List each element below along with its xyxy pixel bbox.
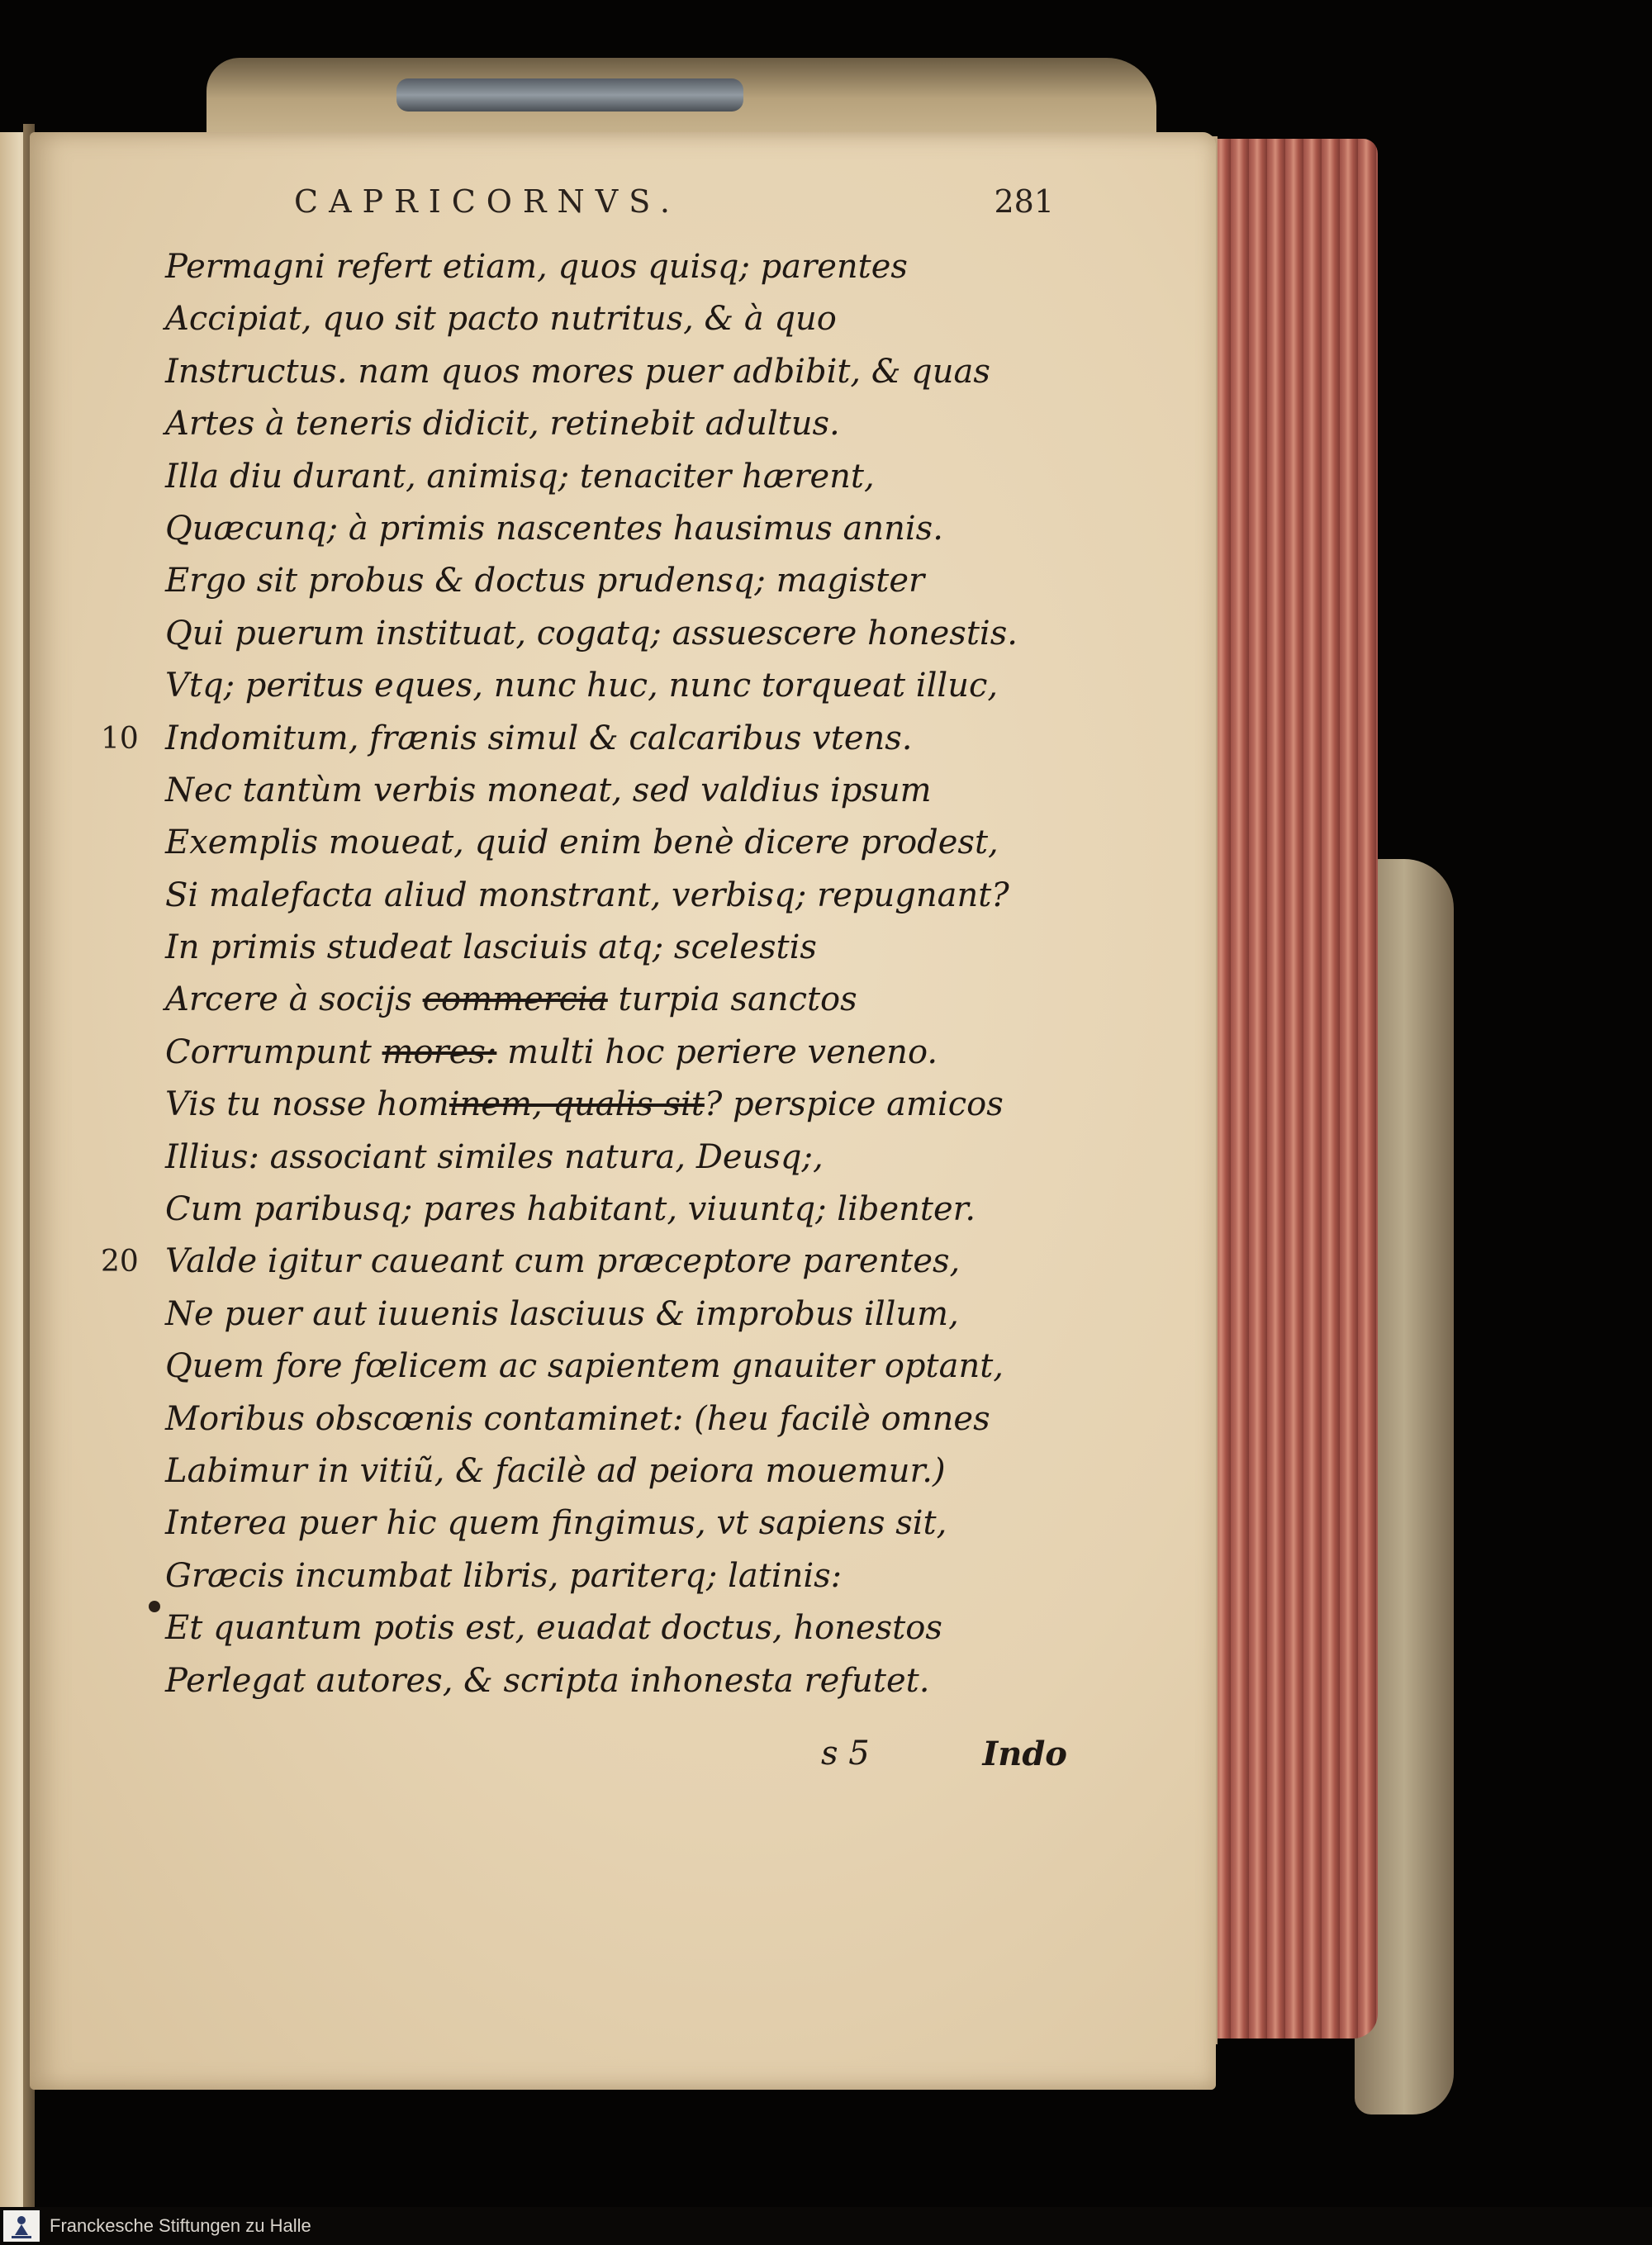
poem-line — [165, 451, 1090, 503]
red-page-edges — [1213, 139, 1378, 2039]
institution-logo-icon — [3, 2210, 40, 2242]
line-text: Instructus. nam quos mores puer adbibit, & quas — [165, 352, 990, 391]
line-text: Moribus obscœnis contaminet: (heu facilè omnes — [165, 1399, 990, 1438]
line-text: Quem fore fœlicem ac sapientem gnauiter optant, — [165, 1347, 1004, 1386]
line-text: Illius: associant similes natura, Deusq;, — [165, 1137, 824, 1176]
poem-line — [165, 1132, 1090, 1184]
poem-line — [165, 870, 1090, 922]
line-text: Accipiat, quo sit pacto nutritus, & à quo — [165, 300, 837, 339]
line-text-continued: turpia sanctos — [607, 980, 857, 1019]
poem-line — [101, 1236, 1090, 1288]
line-text: Qui puerum instituat, cogatq; assuescere honestis. — [165, 614, 1018, 653]
line-text: Ne puer aut iuuenis lasciuus & improbus illum, — [165, 1294, 959, 1333]
poem-line — [165, 555, 1090, 607]
footer-bar — [0, 2207, 1652, 2245]
poem-line — [165, 1550, 1090, 1602]
struck-text: inem, qualis sit — [449, 1085, 705, 1124]
line-text: Cum paribusq; pares habitant, viuuntq; libenter. — [165, 1190, 976, 1229]
signature-mark: s 5 — [821, 1735, 870, 1773]
page-number: 281 — [994, 183, 1054, 220]
poem-line — [165, 1602, 1090, 1654]
poem-line — [165, 660, 1090, 712]
poem-line — [165, 1289, 1090, 1341]
line-number: 20 — [101, 1245, 139, 1279]
poem-line — [165, 1341, 1090, 1393]
line-text: Permagni refert etiam, quos quisq; parentes — [165, 248, 908, 286]
line-text: Vis tu nosse hom — [165, 1085, 449, 1124]
line-text: Interea puer hic quem fingimus, vt sapiens sit, — [165, 1504, 947, 1543]
poem-line — [165, 608, 1090, 660]
poem-line — [165, 1393, 1090, 1445]
poem-line — [165, 765, 1090, 817]
running-head: CAPRICORNVS. — [294, 183, 681, 220]
poem-line — [165, 1655, 1090, 1707]
catchword-line — [809, 1735, 1074, 1784]
poem-line — [165, 922, 1090, 974]
catchword: Indo — [982, 1735, 1067, 1773]
struck-text: commercia — [422, 980, 608, 1019]
struck-text: mores: — [382, 1032, 497, 1071]
poem-line — [165, 817, 1090, 869]
line-number: 10 — [101, 721, 139, 756]
page-header — [294, 183, 1054, 225]
line-text: Ergo sit probus & doctus prudensq; magister — [165, 562, 925, 600]
line-text: Nec tantùm verbis moneat, sed valdius ipsum — [165, 771, 932, 809]
institution-credit: Franckesche Stiftungen zu Halle — [50, 2215, 311, 2236]
line-text: Arcere à socijs — [165, 980, 423, 1019]
poem-line — [165, 1445, 1090, 1497]
poem-line — [165, 398, 1090, 450]
line-text: In primis studeat lasciuis atq; scelestis — [165, 928, 817, 967]
poem-line — [165, 974, 1090, 1026]
poem-line — [165, 1497, 1090, 1550]
poem-line — [165, 1184, 1090, 1236]
poem-line — [165, 241, 1090, 293]
line-text: Vtq; peritus eques, nunc huc, nunc torqueat illuc, — [165, 667, 999, 705]
line-text: Quæcunq; à primis nascentes hausimus annis. — [165, 509, 943, 548]
poem-line — [101, 713, 1090, 765]
line-text: Perlegat autores, & scripta inhonesta refutet. — [165, 1661, 930, 1700]
poem-line — [165, 1079, 1090, 1131]
line-text-continued: ? perspice amicos — [704, 1085, 1004, 1124]
line-text: Si malefacta aliud monstrant, verbisq; repugnant? — [165, 876, 1009, 914]
poem-line — [165, 503, 1090, 555]
line-text: Corrumpunt — [165, 1032, 382, 1071]
line-text: Exemplis moueat, quid enim benè dicere prodest, — [165, 823, 999, 862]
poem-line — [165, 346, 1090, 398]
line-text: Et quantum potis est, euadat doctus, honestos — [165, 1609, 942, 1648]
poem-line — [165, 293, 1090, 345]
line-text: Labimur in vitiũ, & facilè ad peiora mouemur.) — [165, 1451, 946, 1490]
line-text: Artes à teneris didicit, retinebit adultus. — [165, 405, 840, 444]
binding-clasp — [396, 78, 743, 112]
poem-line — [165, 1027, 1090, 1079]
poem-text — [101, 241, 1090, 1707]
ink-blot-mark — [149, 1601, 160, 1612]
line-text: Græcis incumbat libris, pariterq; latinis: — [165, 1556, 843, 1595]
line-text: Illa diu durant, animisq; tenaciter hærent, — [165, 457, 875, 496]
line-text: Indomitum, frænis simul & calcaribus vtens. — [165, 719, 913, 757]
line-text-continued: multi hoc periere veneno. — [496, 1032, 938, 1071]
line-text: Valde igitur caueant cum præceptore parentes, — [165, 1242, 961, 1281]
